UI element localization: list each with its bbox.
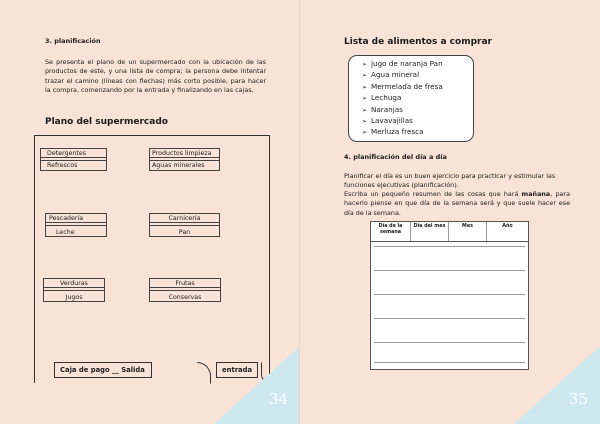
- list-item: ➢ Mermelada de fresa: [362, 81, 443, 91]
- arrow-bullet-icon: ➢: [362, 129, 368, 137]
- shopping-list-box: [348, 55, 474, 142]
- header-dia-semana: Día de la semana: [371, 222, 411, 241]
- list-item: ➢ Lechuga: [362, 93, 402, 103]
- planning-table: [370, 221, 529, 370]
- list-item: ➢ Merluza fresca: [362, 127, 424, 137]
- list-item: ➢ Lavavajillas: [362, 116, 413, 126]
- entrance-box: entrada: [216, 362, 258, 378]
- corner-accent-triangle: [214, 346, 300, 424]
- arrow-bullet-icon: ➢: [362, 61, 368, 68]
- section-sub-label: Aguas minerales: [149, 161, 220, 171]
- page-number: 34: [268, 390, 288, 408]
- arrow-bullet-icon: ➢: [362, 118, 368, 126]
- checkout-exit-box: Caja de pago __ Salida: [54, 362, 152, 378]
- section-sub-label: Refrescos: [40, 161, 107, 171]
- table-row: [374, 342, 525, 343]
- section-label: Frutas: [149, 278, 221, 288]
- shopping-list-heading: Lista de alimentos a comprar: [344, 37, 492, 47]
- map-title: Plano del supermercado: [45, 117, 168, 127]
- arrow-bullet-icon: ➢: [362, 106, 368, 114]
- section-verduras: [43, 278, 105, 302]
- list-item: ➢ jugo de naranja Pan: [362, 59, 443, 68]
- list-item: ➢ Agua mineral: [362, 70, 420, 80]
- header-ano: Año: [502, 224, 513, 229]
- corner-accent-triangle: [514, 346, 600, 424]
- table-row: [374, 246, 525, 247]
- section-heading-planificacion: 3. planificación: [45, 37, 101, 45]
- instructions-paragraph: Se presenta el plano de un supermercado con la ubicación de las productos de este, y una lista de compra; la persona debe intentar trazar el camino (líneas con flechas) más corto posible, para hacer la compra, comenzando por la entrada y finalizando en las cajas.: [45, 58, 266, 94]
- section-sub-label: Jugos: [43, 291, 105, 302]
- section-carniceria: [149, 213, 220, 237]
- header-mes: Mes: [449, 222, 487, 241]
- section-sub-label: Conservas: [149, 291, 221, 302]
- entrance-door-arc: [197, 362, 211, 384]
- arrow-bullet-icon: ➢: [362, 83, 368, 91]
- day-planning-paragraph-2: Escriba un pequeño resumen de las cosas que hará mañana, para hacerlo piense en que día de la semana será y que suele hacer ese día de la semana.: [344, 190, 570, 217]
- table-row: [374, 294, 525, 295]
- section-detergentes: [40, 148, 107, 171]
- section-label: Pescadería: [45, 213, 107, 223]
- arrow-bullet-icon: ➢: [362, 72, 368, 80]
- section-pescaderia: [45, 213, 107, 237]
- table-header: [371, 222, 528, 242]
- section-sub-label: Leche: [45, 226, 107, 237]
- header-dia-mes: Día del mes: [411, 222, 449, 241]
- arrow-bullet-icon: ➢: [362, 95, 368, 103]
- page-number: 35: [568, 390, 588, 408]
- table-row: [374, 318, 525, 319]
- section-label: Detergentes: [40, 148, 107, 158]
- section-label: Verduras: [43, 278, 105, 288]
- section-label: Productos limpieza: [149, 148, 220, 158]
- section-sub-label: Pan: [149, 226, 220, 237]
- section-label: Carnicería: [149, 213, 220, 223]
- right-page: [300, 0, 600, 424]
- table-row: [374, 270, 525, 271]
- list-item: ➢ Naranjas: [362, 104, 403, 114]
- table-row: [374, 362, 525, 363]
- day-planning-paragraph-1: Planificar el día es un buen ejercicio para practicar y estimular las funciones ejecutivas (planificación).: [344, 172, 556, 190]
- section-heading-dia-a-dia: 4. planificación del día a día: [344, 153, 447, 161]
- section-frutas: [149, 278, 221, 302]
- section-productos-limpieza: [149, 148, 220, 171]
